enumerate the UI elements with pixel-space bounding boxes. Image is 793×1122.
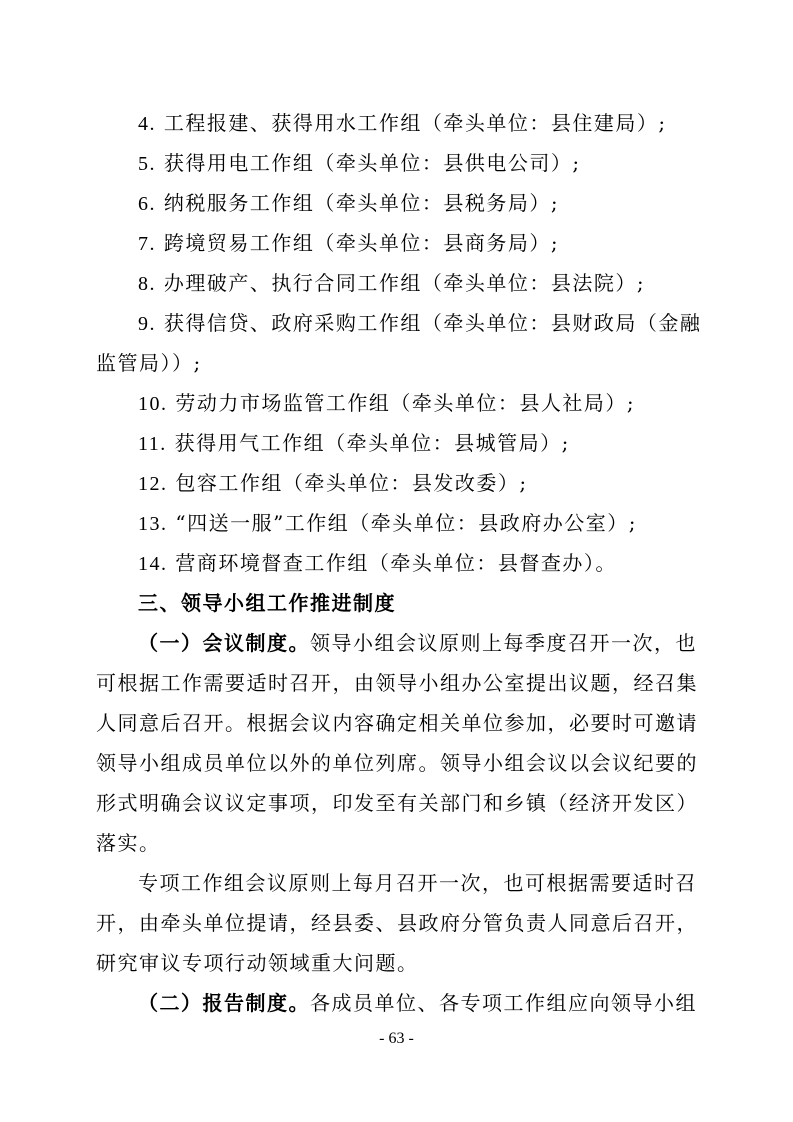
paragraph-line: 开，由牵头单位提请，经县委、县政府分管负责人同意后召开， (96, 911, 698, 935)
paragraph-line: 研究审议专项行动领域重大问题。 (96, 951, 419, 975)
list-item: 6. 纳税服务工作组（牵头单位：县税务局）; (138, 191, 560, 215)
page-number: - 63 - (379, 1030, 414, 1047)
subsection-title: （二）报告制度。 (138, 991, 310, 1015)
paragraph-line: 领导小组成员单位以外的单位列席。领导小组会议以会议纪要的 (96, 751, 698, 775)
list-item-continuation: 监管局））; (96, 351, 202, 375)
list-item: 9. 获得信贷、政府采购工作组（牵头单位：县财政局（金融 (138, 311, 702, 335)
paragraph-line: （一）会议制度。领导小组会议原则上每季度召开一次，也 (138, 631, 697, 655)
list-item: 10. 劳动力市场监管工作组（牵头单位：县人社局）; (138, 391, 636, 415)
list-item: 12. 包容工作组（牵头单位：县发改委）; (138, 471, 528, 495)
paragraph-line: 形式明确会议议定事项，印发至有关部门和乡镇（经济开发区） (96, 791, 698, 815)
subsection-title: （一）会议制度。 (138, 631, 310, 655)
list-item: 4. 工程报建、获得用水工作组（牵头单位：县住建局）; (138, 111, 667, 135)
section-heading: 三、领导小组工作推进制度 (138, 591, 396, 615)
list-item: 14. 营商环境督查工作组（牵头单位：县督查办）。 (138, 551, 617, 575)
paragraph-line: （二）报告制度。各成员单位、各专项工作组应向领导小组 (138, 991, 697, 1015)
list-item: 11. 获得用气工作组（牵头单位：县城管局）; (138, 431, 570, 455)
list-item: 13. “四送一服”工作组（牵头单位：县政府办公室）; (138, 511, 638, 535)
list-item: 8. 办理破产、执行合同工作组（牵头单位：县法院）; (138, 271, 646, 295)
paragraph-line: 可根据工作需要适时召开，由领导小组办公室提出议题，经召集 (96, 671, 698, 695)
paragraph-line: 专项工作组会议原则上每月召开一次，也可根据需要适时召 (138, 871, 697, 895)
list-item: 7. 跨境贸易工作组（牵头单位：县商务局）; (138, 231, 560, 255)
list-item: 5. 获得用电工作组（牵头单位：县供电公司）; (138, 151, 581, 175)
paragraph-line: 落实。 (96, 831, 161, 855)
paragraph-line: 人同意后召开。根据会议内容确定相关单位参加，必要时可邀请 (96, 711, 698, 735)
